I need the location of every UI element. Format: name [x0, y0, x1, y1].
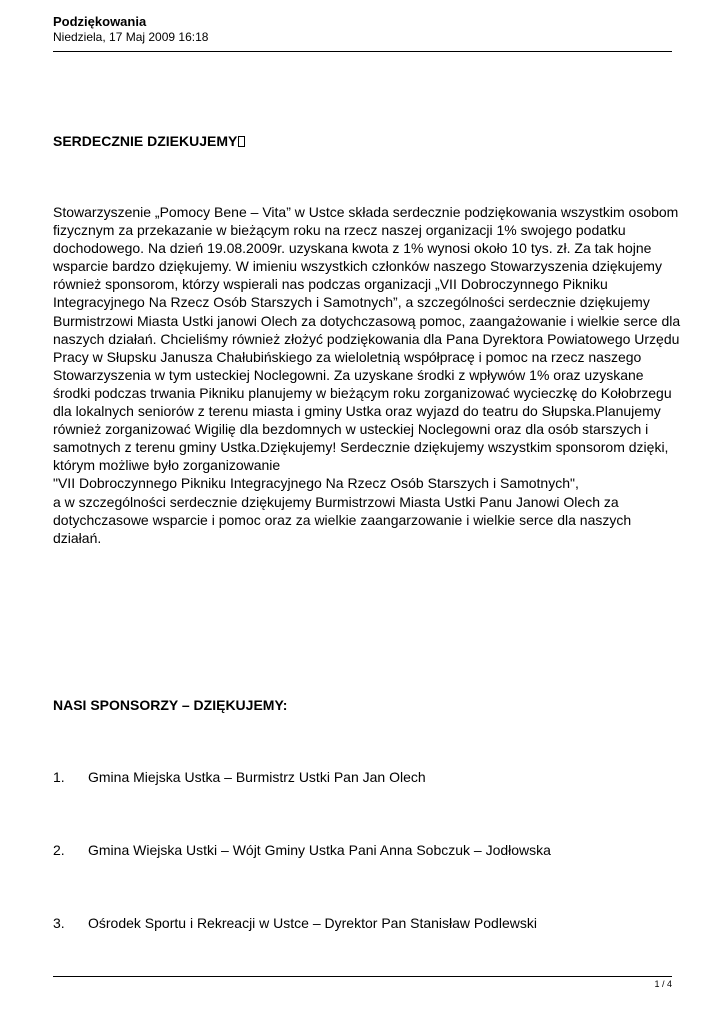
thanks-heading-text: SERDECZNIE DZIEKUJEMY — [53, 133, 238, 149]
main-paragraph: Stowarzyszenie „Pomocy Bene – Vita” w Ustce składa serdecznie podziękowania wszystkim osobom fizycznym za przekazanie w bieżącym roku na rzecz naszej organizacji 1% swojego podatku dochodowego. Na dzień 19.08.2009r. uzyskana kwota z 1% wynosi około 10 tys. zł. Za tak hojne wsparcie bardzo dziękujemy. W imieniu wszystkich członków naszego Stowarzyszenia dziękujemy również sponsorom, którzy wspierali nas podczas organizacji „VII Dobroczynnego Pikniku Integracyjnego Na Rzecz Osób Starszych i Samotnych”, a szczególności serdecznie dziękujemy Burmistrzowi Miasta Ustki janowi Olech za dotychczasową pomoc, zaangażowanie i wielkie serce dla naszych działań. Chcieliśmy również złożyć podziękowania dla Pana Dyrektora Powiatowego Urzędu Pracy w Słupsku Janusza Chałubińskiego za wieloletnią współpracę i pomoc na rzecz naszego Stowarzyszenia w tym usteckiej Noclegowni. Za uzyskane środki z wpływów 1% oraz uzyskane środki podczas trwania Pikniku planujemy w bieżącym roku zorganizować wycieczkę do Kołobrzegu dla lokalnych seniorów z terenu miasta i gminy Ustka oraz wyjazd do teatru do Słupska.Planujemy również zorganizować Wigilię dla bezdomnych w usteckiej Noclegowni oraz dla osób starszych i samotnych z terenu gminy Ustka.Dziękujemy! Serdecznie dziękujemy wszystkim sponsorom dzięki, którym możliwe było zorganizowanie — [53, 204, 681, 474]
sponsor-number: 1. — [53, 769, 65, 785]
sponsor-item — [53, 841, 551, 859]
body-text — [53, 203, 683, 547]
header-divider — [53, 51, 672, 52]
closing-paragraph: a w szczególności serdecznie dziękujemy Burmistrzowi Miasta Ustki Panu Janowi Olech za dotychczasowe wsparcie i pomoc oraz za wielkie zaangarzowanie i wielkie serce dla naszych działań. — [53, 493, 632, 546]
sponsor-text: Gmina Miejska Ustka – Burmistrz Ustki Pan Jan Olech — [88, 769, 426, 785]
sponsor-text: Gmina Wiejska Ustki – Wójt Gminy Ustka Pani Anna Sobczuk – Jodłowska — [88, 842, 551, 858]
document-title: Podziękowania — [53, 14, 147, 29]
sponsor-item — [53, 914, 537, 932]
page-number: 1 / 4 — [654, 979, 672, 989]
document-date: Niedziela, 17 Maj 2009 16:18 — [53, 30, 209, 44]
thanks-heading — [53, 132, 245, 150]
sponsor-number: 3. — [53, 915, 65, 931]
quote-line: "VII Dobroczynnego Pikniku Integracyjnego Na Rzecz Osób Starszych i Samotnych", — [53, 475, 579, 492]
document-header — [53, 14, 672, 45]
missing-glyph-icon — [238, 136, 245, 147]
footer-divider — [53, 976, 672, 977]
sponsor-text: Ośrodek Sportu i Rekreacji w Ustce – Dyrektor Pan Stanisław Podlewski — [88, 915, 537, 931]
sponsor-item — [53, 768, 426, 786]
sponsor-number: 2. — [53, 842, 65, 858]
sponsors-heading: NASI SPONSORZY – DZIĘKUJEMY: — [53, 697, 288, 713]
